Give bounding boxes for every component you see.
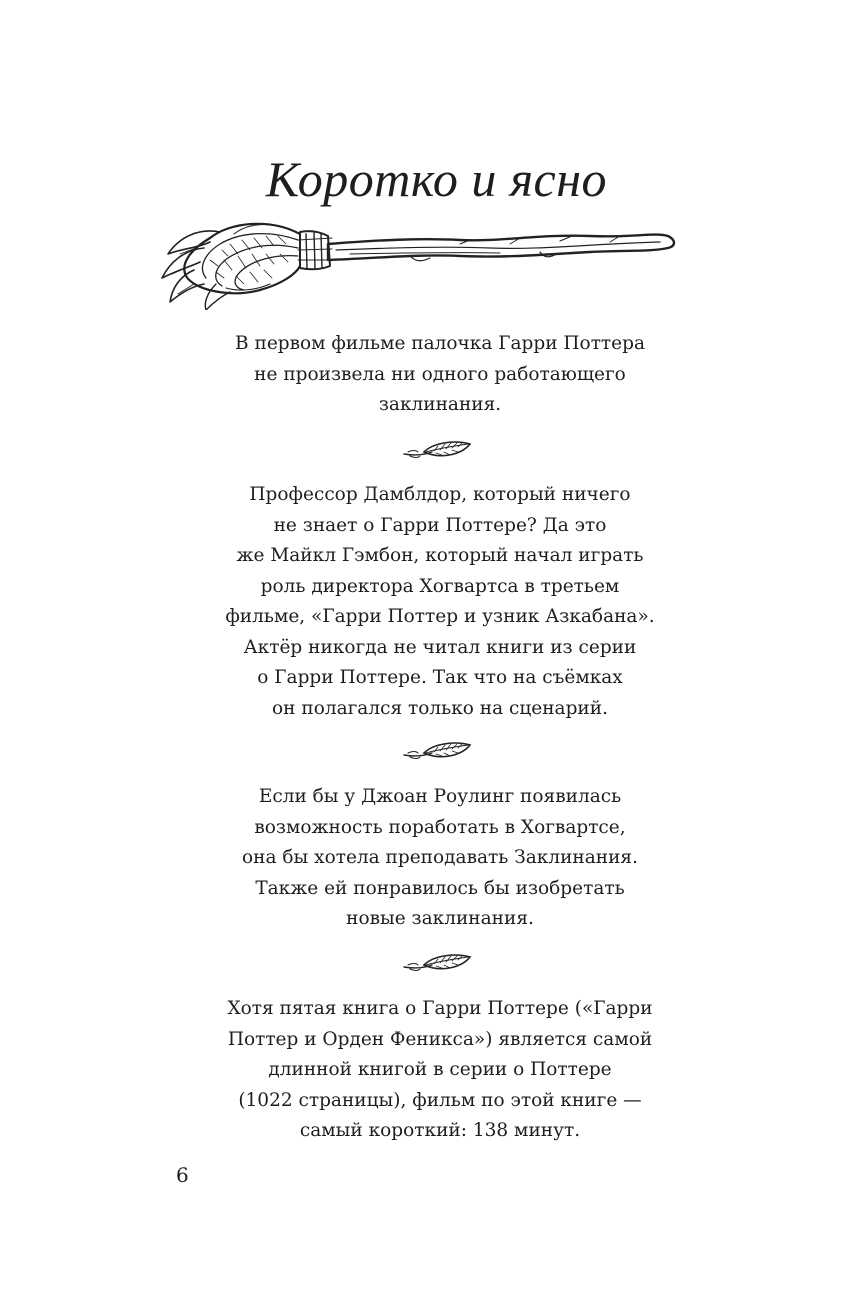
fact-1 <box>140 329 740 421</box>
fact-line: он полагался только на сценарий. <box>272 697 608 719</box>
leaf-divider-icon <box>402 951 474 975</box>
fact-line: длинной книгой в серии о Поттере <box>268 1059 612 1080</box>
fact-line: Профессор Дамблдор, который ничего <box>249 484 631 505</box>
fact-line: Также ей понравилось бы изобретать <box>255 877 625 899</box>
fact-line: самый короткий: 138 минут. <box>299 1120 581 1141</box>
fact-line: новые заклинания. <box>346 908 534 929</box>
leaf-divider-icon <box>402 739 474 763</box>
fact-line: Актёр никогда не читал книги из серии <box>243 636 637 658</box>
fact-line: возможность поработать в Хогвартсе, <box>254 816 626 838</box>
fact-line: она бы хотела преподавать Заклинания. <box>242 847 638 868</box>
fact-line: В первом фильме палочка Гарри Поттера <box>235 333 645 354</box>
fact-line: Если бы у Джоан Роулинг появилась <box>258 786 622 807</box>
fact-line: Хотя пятая книга о Гарри Поттере («Гарри <box>227 998 653 1019</box>
fact-line: не произвела ни одного работающего <box>254 363 626 385</box>
fact-line: роль директора Хогвартса в третьем <box>260 575 620 597</box>
fact-line: фильме, «Гарри Поттер и узник Азкабана». <box>225 606 655 627</box>
fact-line: же Майкл Гэмбон, который начал играть <box>236 545 644 566</box>
fact-line: не знает о Гарри Поттере? Да это <box>273 514 607 536</box>
leaf-divider-icon <box>402 438 474 462</box>
broomstick-icon <box>160 214 680 310</box>
fact-line: Поттер и Орден Феникса») является самой <box>227 1028 653 1050</box>
fact-2 <box>140 480 740 724</box>
fact-line: заклинания. <box>378 394 502 415</box>
fact-3 <box>140 782 740 935</box>
fact-4 <box>140 994 740 1147</box>
page-number: 6 <box>176 1163 189 1187</box>
fact-line: (1022 страницы), фильм по этой книге — <box>238 1089 642 1111</box>
fact-line: о Гарри Поттере. Так что на съёмках <box>257 667 623 688</box>
page-title: Коротко и ясно <box>265 151 608 207</box>
